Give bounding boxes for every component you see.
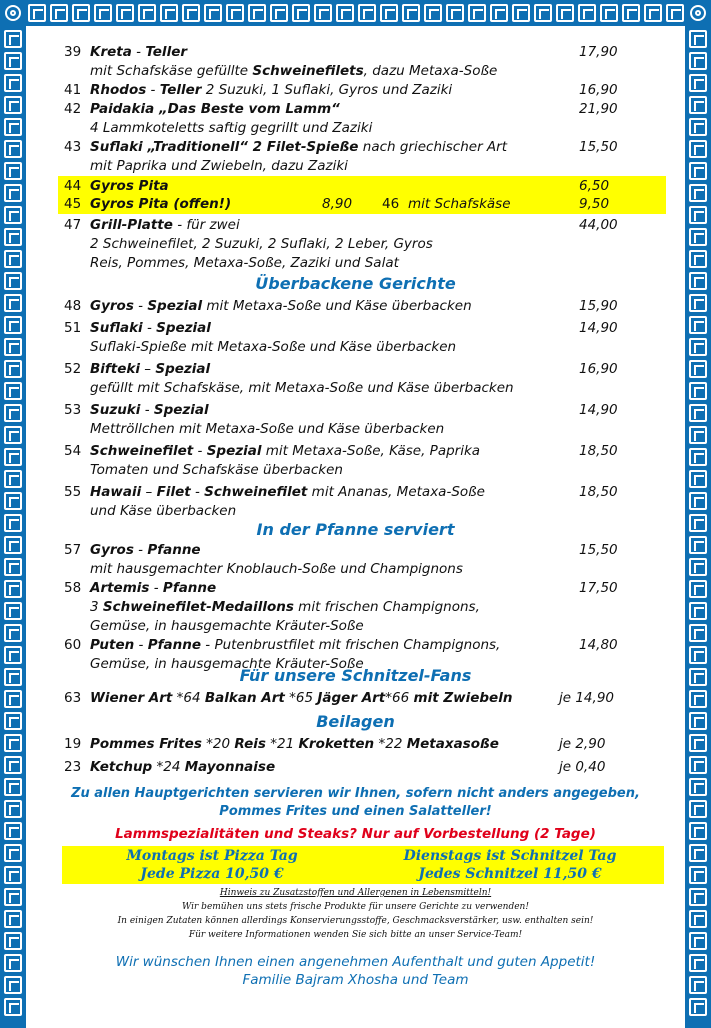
greek-key-motif bbox=[689, 822, 707, 840]
greek-key-motif bbox=[204, 4, 222, 22]
greek-key-motif bbox=[4, 602, 22, 620]
greek-key-motif bbox=[600, 4, 618, 22]
menu-item-54: 54 Schweinefilet - Spezial mit Metaxa-Soße, Käse, Paprika 18,50 bbox=[64, 443, 618, 459]
menu-item-23: 23 Ketchup *24 Mayonnaise je 0,40 bbox=[64, 759, 606, 775]
greek-key-motif bbox=[689, 382, 707, 400]
greek-key-motif bbox=[4, 624, 22, 642]
greek-key-motif bbox=[490, 4, 508, 22]
greek-key-motif bbox=[689, 976, 707, 994]
greek-key-motif bbox=[4, 96, 22, 114]
greek-key-motif bbox=[689, 250, 707, 268]
greek-key-motif bbox=[4, 822, 22, 840]
greek-key-motif bbox=[160, 4, 178, 22]
greek-key-motif bbox=[116, 4, 134, 22]
greek-key-motif bbox=[4, 844, 22, 862]
greek-key-motif bbox=[4, 74, 22, 92]
menu-item-44: 44 Gyros Pita 6,50 bbox=[64, 178, 610, 194]
menu-item-63: 63 Wiener Art *64 Balkan Art *65 Jäger Art*66 mit Zwiebeln je 14,90 bbox=[64, 690, 614, 706]
item-name: Kreta bbox=[90, 44, 132, 60]
greek-key-motif bbox=[4, 580, 22, 598]
greek-key-motif bbox=[270, 4, 288, 22]
greek-key-motif bbox=[689, 778, 707, 796]
greek-key-motif bbox=[226, 4, 244, 22]
greek-key-motif bbox=[4, 690, 22, 708]
greek-key-motif bbox=[689, 646, 707, 664]
greek-key-motif bbox=[4, 756, 22, 774]
menu-item-39: 39 Kreta - Teller 17,90 bbox=[64, 44, 618, 60]
greek-key-motif bbox=[138, 4, 156, 22]
greek-key-motif bbox=[689, 800, 707, 818]
menu-item-39-desc: mit Schafskäse gefüllte Schweinefilets, dazu Metaxa-Soße bbox=[90, 63, 498, 79]
menu-item-48: 48 Gyros - Spezial mit Metaxa-Soße und Käse überbacken 15,90 bbox=[64, 298, 618, 314]
greek-key-motif bbox=[689, 470, 707, 488]
greek-key-motif bbox=[4, 514, 22, 532]
greek-key-motif bbox=[689, 866, 707, 884]
greek-key-motif bbox=[689, 536, 707, 554]
greek-key-motif bbox=[4, 734, 22, 752]
greek-key-motif bbox=[4, 52, 22, 70]
corner-ornament bbox=[690, 5, 706, 21]
greek-key-motif bbox=[689, 712, 707, 730]
greek-key-motif bbox=[4, 118, 22, 136]
menu-item-42-desc: 4 Lammkoteletts saftig gegrillt und Zaziki bbox=[90, 120, 373, 136]
greek-key-motif bbox=[689, 338, 707, 356]
greek-key-motif bbox=[689, 624, 707, 642]
section-heading-beilagen: Beilagen bbox=[316, 712, 395, 731]
greek-key-motif bbox=[689, 118, 707, 136]
greek-key-motif bbox=[689, 426, 707, 444]
greek-key-motif bbox=[292, 4, 310, 22]
menu-item-51: 51 Suflaki - Spezial 14,90 bbox=[64, 320, 618, 336]
special-tuesday-title: Dienstags ist Schnitzel Tag bbox=[403, 848, 617, 864]
greek-key-motif bbox=[424, 4, 442, 22]
border-left bbox=[0, 0, 26, 1028]
greek-key-motif bbox=[4, 338, 22, 356]
greek-key-motif bbox=[644, 4, 662, 22]
greek-key-motif bbox=[622, 4, 640, 22]
greek-key-motif bbox=[512, 4, 530, 22]
weekly-specials-band bbox=[62, 846, 664, 884]
greek-key-motif bbox=[468, 4, 486, 22]
greek-key-motif bbox=[4, 294, 22, 312]
note-preorder: Lammspezialitäten und Steaks? Nur auf Vorbestellung (2 Tage) bbox=[115, 826, 596, 842]
greek-key-motif bbox=[689, 844, 707, 862]
greek-key-motif bbox=[72, 4, 90, 22]
special-monday-title: Montags ist Pizza Tag bbox=[126, 848, 298, 864]
greek-key-motif bbox=[689, 52, 707, 70]
greek-key-motif bbox=[4, 206, 22, 224]
greek-key-motif bbox=[402, 4, 420, 22]
closing-wish: Wir wünschen Ihnen einen angenehmen Aufenthalt und guten Appetit! bbox=[115, 954, 596, 970]
menu-item-41: 41 Rhodos - Teller 2 Suzuki, 1 Suflaki, Gyros und Zaziki 16,90 bbox=[64, 82, 618, 98]
greek-key-motif bbox=[4, 184, 22, 202]
section-heading-pfanne: In der Pfanne serviert bbox=[256, 520, 455, 539]
greek-key-motif bbox=[358, 4, 376, 22]
section-heading-ueberbacken: Überbackene Gerichte bbox=[255, 274, 456, 293]
greek-key-motif bbox=[689, 404, 707, 422]
greek-key-motif bbox=[4, 954, 22, 972]
menu-item-43-desc: mit Paprika und Zwiebeln, dazu Zaziki bbox=[90, 158, 348, 174]
greek-key-motif bbox=[689, 74, 707, 92]
greek-key-motif bbox=[689, 162, 707, 180]
greek-key-motif bbox=[4, 382, 22, 400]
greek-key-motif bbox=[4, 448, 22, 466]
greek-key-motif bbox=[4, 998, 22, 1016]
greek-key-motif bbox=[689, 30, 707, 48]
greek-key-motif bbox=[556, 4, 574, 22]
menu-item-55: 55 Hawaii – Filet - Schweinefilet mit Ananas, Metaxa-Soße 18,50 bbox=[64, 484, 618, 500]
greek-key-motif bbox=[446, 4, 464, 22]
greek-key-motif bbox=[689, 932, 707, 950]
greek-key-motif bbox=[94, 4, 112, 22]
menu-page: 39 Kreta - Teller 17,90 mit Schafskäse gefüllte Schweinefilets, dazu Metaxa-Soße 41 Rhodos - Teller 2 Suzuki, 1 Suflaki, Gyros und Zaziki 16,90 42 Paidakia „Das Beste vom Lamm“ 21,90 4 Lammkoteletts saftig gegrillt und Zaziki 43 Suflaki „Traditionell“ 2 Filet-Spieße nach griechischer Art 15,50 mit Paprika und Zwiebeln, dazu Zaziki 44 Gyros Pita 6,50 45 Gyros Pita (offen!) 8,90 46 mit Schafskäse 9,50 47 Grill-Platte - für zwei 44,00 2 Schweinefilet, 2 Suzuki, 2 Suflaki, 2 Leber, Gyros Reis, Pommes, Metaxa-Soße, Zaziki und Salat Überbackene Gerichte 48 Gyros - Spezial mit Metaxa-Soße und Käse überbacken 15,90 51 Suflaki - Spezial 14,90 Suflaki-Spieße mit Metaxa-Soße und Käse überbacken 52 Bifteki – Spezial 16,90 gefüllt mit Schafskäse, mit Metaxa-Soße und Käse überbacken 53 Suzuki - Spezial 14,90 Mettröllchen mit Metaxa-Soße und Käse überbacken 54 Schweinefilet - Spezial mit Metaxa-Soße, Käse, Paprika 18,50 Tomaten und Schafskäse überbacken 55 Hawaii – Filet - Schweinefilet mit Ananas, Metaxa-Soße 18,50 und Käse überbacken In der Pfanne serviert 57 Gyros - Pfanne 15,50 mit hausgemachter Knoblauch-Soße und Champignons 58 Artemis - Pfanne 17,50 3 Schweinefilet-Medaillons mit frischen Champignons, Gemüse, in hausgemachte Kräuter-Soße 60 Puten - Pfanne - Putenbrustfilet mit frischen Champignons, 14,80 Gemüse, in hausgemachte Kräuter-Soße Für unsere Schnitzel-Fans 63 Wiener Art *64 Balkan Art *65 Jäger Art*66 mit Zwiebeln je 14,90 Beilagen 19 Pommes Frites *20 Reis *21 Kroketten *22 Metaxasoße je 2,90 23 Ketchup *24 Mayonnaise je 0,40 Zu allen Hauptgerichten servieren wir Ihnen, sofern nicht anders angegeben, Pommes Frites und einen Salatteller! Lammspezialitäten und Steaks? Nur auf Vorbestellung (2 Tage) Montags ist Pizza Tag Jede Pizza 10,50 € Dienstags ist Schnitzel Tag Jedes Schnitzel 11,50 € Hinweis zu Zusatzstoffen und Allergenen in Lebensmitteln! Wir bemühen uns stets frische Produkte für unsere Gerichte zu verwenden! In einigen Zutaten können allerdings Konservierungsstoffe, Geschmacksverstärker, usw. enthalten sein! Für weitere Informationen wenden Sie sich bitte an unser Service-Team! Wir wünschen Ihnen einen angenehmen Aufenthalt und guten Appetit! Familie Bajram Xhosha und Team bbox=[26, 26, 685, 1028]
greek-key-motif bbox=[4, 30, 22, 48]
greek-key-motif bbox=[689, 580, 707, 598]
greek-key-motif bbox=[4, 360, 22, 378]
allergen-notice-line-2: In einigen Zutaten können allerdings Konservierungsstoffe, Geschmacksverstärker, usw. enthalten sein! bbox=[117, 916, 594, 926]
greek-key-motif bbox=[4, 888, 22, 906]
menu-item-53: 53 Suzuki - Spezial 14,90 bbox=[64, 402, 618, 418]
greek-key-motif bbox=[689, 272, 707, 290]
greek-key-motif bbox=[4, 470, 22, 488]
greek-key-motif bbox=[689, 998, 707, 1016]
section-heading-schnitzel: Für unsere Schnitzel-Fans bbox=[239, 666, 472, 685]
greek-key-motif bbox=[4, 910, 22, 928]
special-monday-price: Jede Pizza 10,50 € bbox=[140, 866, 284, 882]
greek-key-motif bbox=[689, 316, 707, 334]
greek-key-motif bbox=[689, 910, 707, 928]
greek-key-motif bbox=[50, 4, 68, 22]
greek-key-motif bbox=[4, 668, 22, 686]
menu-item-19: 19 Pommes Frites *20 Reis *21 Kroketten *22 Metaxasoße je 2,90 bbox=[64, 736, 606, 752]
allergen-notice-title: Hinweis zu Zusatzstoffen und Allergenen in Lebensmitteln! bbox=[219, 888, 492, 898]
special-tuesday-price: Jedes Schnitzel 11,50 € bbox=[418, 866, 602, 882]
greek-key-motif bbox=[314, 4, 332, 22]
greek-key-motif bbox=[689, 602, 707, 620]
greek-key-motif bbox=[4, 558, 22, 576]
menu-item-57: 57 Gyros - Pfanne 15,50 bbox=[64, 542, 618, 558]
greek-key-motif bbox=[689, 558, 707, 576]
menu-item-52: 52 Bifteki – Spezial 16,90 bbox=[64, 361, 618, 377]
note-side-dishes-1: Zu allen Hauptgerichten servieren wir Ihnen, sofern nicht anders angegeben, bbox=[71, 786, 640, 801]
greek-key-motif bbox=[689, 888, 707, 906]
menu-item-42: 42 Paidakia „Das Beste vom Lamm“ 21,90 bbox=[64, 101, 618, 117]
menu-item-60: 60 Puten - Pfanne - Putenbrustfilet mit frischen Champignons, 14,80 bbox=[64, 637, 618, 653]
border-top bbox=[0, 0, 711, 26]
greek-key-motif bbox=[689, 448, 707, 466]
greek-key-motif bbox=[4, 712, 22, 730]
closing-signature: Familie Bajram Xhosha und Team bbox=[242, 972, 469, 988]
greek-key-motif bbox=[4, 932, 22, 950]
greek-key-motif bbox=[689, 228, 707, 246]
greek-key-motif bbox=[4, 976, 22, 994]
greek-key-motif bbox=[689, 360, 707, 378]
greek-key-motif bbox=[248, 4, 266, 22]
greek-key-motif bbox=[666, 4, 684, 22]
border-right bbox=[685, 0, 711, 1028]
greek-key-motif bbox=[689, 668, 707, 686]
greek-key-motif bbox=[4, 536, 22, 554]
greek-key-motif bbox=[689, 690, 707, 708]
greek-key-motif bbox=[534, 4, 552, 22]
menu-item-58: 58 Artemis - Pfanne 17,50 bbox=[64, 580, 618, 596]
greek-key-motif bbox=[689, 514, 707, 532]
greek-key-motif bbox=[4, 140, 22, 158]
item-number: 39 bbox=[64, 44, 82, 60]
greek-key-motif bbox=[336, 4, 354, 22]
greek-key-motif bbox=[689, 954, 707, 972]
menu-item-43: 43 Suflaki „Traditionell“ 2 Filet-Spieße nach griechischer Art 15,50 bbox=[64, 139, 618, 155]
greek-key-motif bbox=[380, 4, 398, 22]
greek-key-motif bbox=[689, 140, 707, 158]
greek-key-motif bbox=[4, 646, 22, 664]
greek-key-motif bbox=[28, 4, 46, 22]
greek-key-motif bbox=[689, 96, 707, 114]
greek-key-motif bbox=[4, 316, 22, 334]
greek-key-motif bbox=[4, 426, 22, 444]
note-side-dishes-2: Pommes Frites und einen Salatteller! bbox=[219, 804, 492, 819]
greek-key-motif bbox=[4, 250, 22, 268]
greek-key-motif bbox=[4, 800, 22, 818]
greek-key-motif bbox=[689, 294, 707, 312]
greek-key-motif bbox=[182, 4, 200, 22]
greek-key-motif bbox=[689, 206, 707, 224]
corner-ornament bbox=[5, 5, 21, 21]
allergen-notice-line-3: Für weitere Informationen wenden Sie sich bitte an unser Service-Team! bbox=[188, 930, 523, 940]
greek-key-motif bbox=[689, 756, 707, 774]
greek-key-motif bbox=[4, 272, 22, 290]
greek-key-motif bbox=[689, 734, 707, 752]
menu-item-45: 45 Gyros Pita (offen!) 8,90 46 mit Schafskäse 9,50 bbox=[64, 196, 610, 212]
greek-key-motif bbox=[4, 162, 22, 180]
greek-key-motif bbox=[578, 4, 596, 22]
item-price: 17,90 bbox=[579, 44, 618, 60]
greek-key-motif bbox=[4, 404, 22, 422]
greek-key-motif bbox=[4, 492, 22, 510]
greek-key-motif bbox=[4, 778, 22, 796]
greek-key-motif bbox=[4, 228, 22, 246]
menu-item-47: 47 Grill-Platte - für zwei 44,00 bbox=[64, 217, 618, 233]
greek-key-motif bbox=[4, 866, 22, 884]
greek-key-motif bbox=[689, 492, 707, 510]
allergen-notice-line-1: Wir bemühen uns stets frische Produkte für unsere Gerichte zu verwenden! bbox=[182, 902, 529, 912]
greek-key-motif bbox=[689, 184, 707, 202]
